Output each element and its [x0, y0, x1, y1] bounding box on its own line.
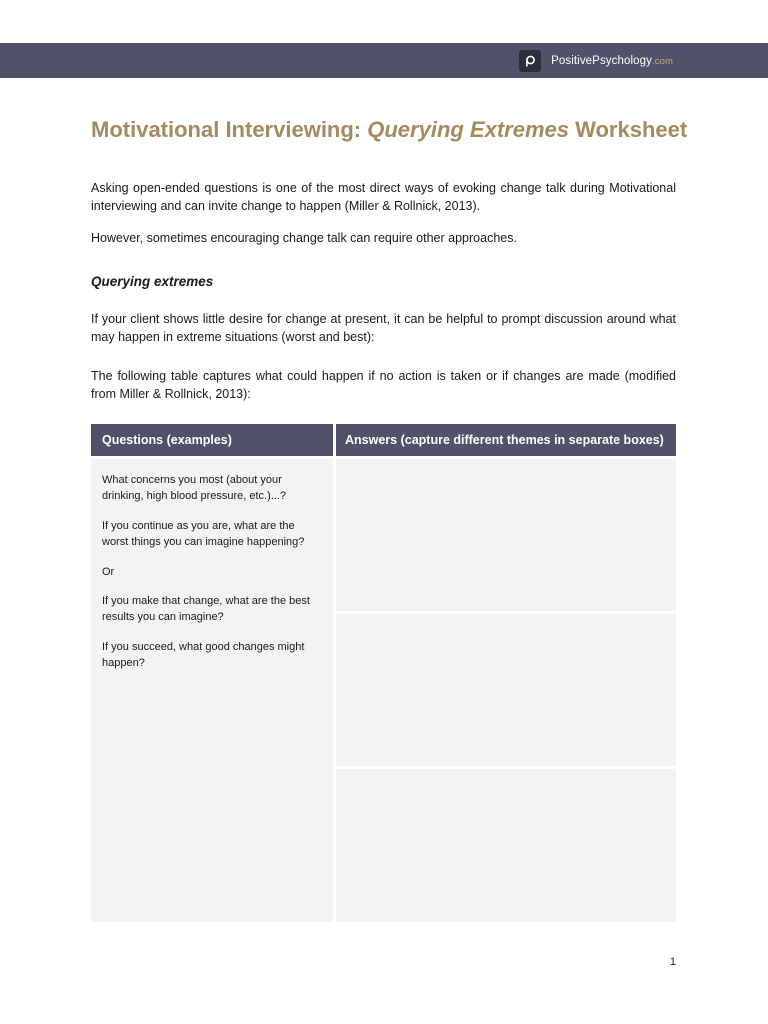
page-title: [91, 117, 687, 143]
question-item: If you make that change, what are the best results you can imagine?: [102, 595, 310, 623]
intro-paragraph: Asking open-ended questions is one of the most direct ways of evoking change talk during Motivational interviewing and can invite change to happen (Miller & Rollnick, 2013).: [91, 181, 676, 213]
question-or: Or: [102, 566, 115, 578]
answer-box-1[interactable]: [336, 459, 676, 611]
questions-cell: [91, 459, 333, 922]
title-part-1: Motivational Interviewing:: [91, 117, 368, 142]
answer-box-3[interactable]: [336, 769, 676, 922]
client-paragraph: If your client shows little desire for change at present, it can be helpful to prompt discussion around what may happen in extreme situations (worst and best):: [91, 312, 676, 344]
page-number: 1: [669, 956, 676, 968]
question-item: What concerns you most (about your drinking, high blood pressure, etc.)...?: [102, 474, 287, 502]
header-bar: [0, 43, 768, 78]
section-subheading: Querying extremes: [91, 274, 214, 289]
p-logo-icon: [519, 50, 541, 72]
question-item: If you succeed, what good changes might happen?: [102, 641, 305, 669]
answers-header: Answers (capture different themes in separate boxes): [336, 424, 676, 456]
brand[interactable]: [519, 50, 673, 72]
question-item: If you continue as you are, what are the worst things you can imagine happening?: [102, 520, 305, 548]
table-intro-paragraph: The following table captures what could happen if no action is taken or if changes are made (modified from Miller & Rollnick, 2013):: [91, 369, 676, 401]
questions-header: Questions (examples): [91, 424, 333, 456]
title-part-2: Worksheet: [569, 117, 688, 142]
brand-name: PositivePsychology.com: [551, 54, 673, 67]
brand-suffix: .com: [652, 55, 673, 67]
answer-box-2[interactable]: [336, 614, 676, 766]
title-italic: Querying Extremes: [367, 117, 569, 142]
however-paragraph: However, sometimes encouraging change talk can require other approaches.: [91, 231, 517, 245]
